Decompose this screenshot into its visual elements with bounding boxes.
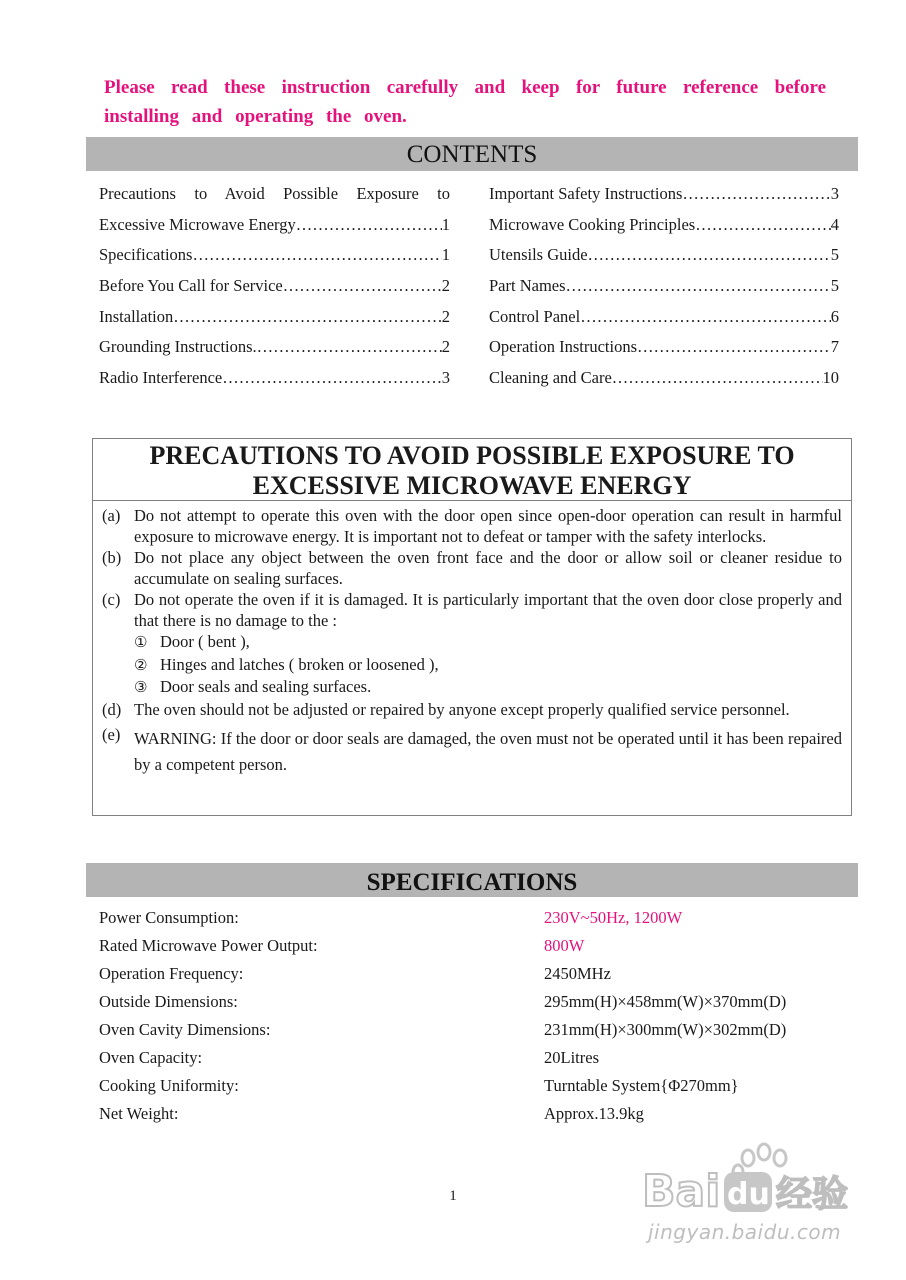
toc-entry-title: Important Safety Instructions: [489, 184, 683, 203]
toc-entry-page: 1: [441, 214, 450, 234]
precaution-label: (b): [102, 548, 122, 567]
intro-line-2: installing and operating the oven.: [104, 106, 407, 127]
circled-number: ①: [134, 633, 148, 651]
toc-entry-page: 4: [830, 214, 839, 234]
subitem-text: Door seals and sealing surfaces.: [160, 677, 372, 696]
spec-label: Cooking Uniformity:: [99, 1076, 239, 1095]
spec-label: Operation Frequency:: [99, 964, 244, 983]
precaution-label: (c): [102, 590, 121, 609]
spec-row: [99, 932, 839, 960]
toc-entry: [99, 241, 450, 272]
toc-entry-title: Operation Instructions: [489, 337, 638, 357]
precaution-label: (a): [102, 506, 121, 525]
watermark-url: jingyan.baidu.com: [648, 1220, 842, 1244]
subitem-text: Door ( bent ),: [160, 632, 250, 651]
spec-value: 2450MHz: [544, 964, 611, 983]
precaution-text: Do not operate the oven if it is damaged. It is particularly important that the oven door close properly and that there is no damage to the :: [134, 590, 842, 630]
precaution-item: [102, 589, 842, 631]
contents-heading: CONTENTS: [86, 137, 858, 171]
spec-value: Approx.13.9kg: [544, 1104, 644, 1123]
toc-entry: [99, 333, 450, 364]
toc-entry: [99, 364, 450, 395]
circled-number: ②: [134, 655, 148, 674]
precautions-list: [93, 501, 851, 778]
subitem-text: Hinges and latches ( broken or loosened ),: [160, 654, 439, 674]
toc-entry-title: Precautions to Avoid Possible Exposure to: [99, 184, 450, 203]
precaution-item: [102, 547, 842, 589]
toc-entry-title: Control Panel: [489, 306, 581, 326]
precaution-item: [102, 699, 842, 720]
toc-entry-title: Radio Interference: [99, 368, 223, 388]
toc-entry-title: Part Names: [489, 276, 566, 296]
spec-label: Oven Capacity:: [99, 1048, 203, 1067]
toc-right-column: [489, 180, 839, 395]
toc-entry-page: 2: [441, 276, 450, 296]
spec-value: 230V~50Hz, 1200W: [544, 908, 683, 927]
spec-row: [99, 1016, 839, 1044]
svg-text:Bai: Bai: [642, 1166, 721, 1217]
toc-entry-title: Installation: [99, 306, 174, 326]
toc-entry-page: 5: [830, 276, 839, 296]
toc-entry-page: 2: [441, 337, 450, 357]
precaution-text: The oven should not be adjusted or repaired by anyone except properly qualified service personnel.: [134, 699, 790, 719]
specifications-table: [99, 904, 839, 1128]
toc-entry-title: Cleaning and Care: [489, 368, 612, 388]
toc-entry: [489, 272, 839, 303]
baidu-logo-icon: [640, 1140, 860, 1220]
spec-label: Oven Cavity Dimensions:: [99, 1020, 271, 1039]
spec-row: [99, 960, 839, 988]
toc-entry: [99, 211, 450, 242]
precaution-item-warning: [102, 726, 842, 778]
precaution-item: [102, 505, 842, 547]
spec-value: 231mm(H)×300mm(W)×302mm(D): [544, 1020, 787, 1039]
precautions-title: [93, 439, 851, 501]
precautions-title-line-2: EXCESSIVE MICROWAVE ENERGY: [252, 471, 692, 500]
toc-entry-title: Utensils Guide: [489, 245, 588, 265]
spec-row: [99, 1044, 839, 1072]
toc-entry-title: Microwave Cooking Principles: [489, 214, 696, 234]
toc-left-column: [99, 180, 450, 395]
toc-entry: [489, 241, 839, 272]
toc-entry-title: Before You Call for Service: [99, 276, 283, 296]
toc-entry-page: 3: [830, 184, 839, 203]
toc-entry-page: 6: [830, 306, 839, 326]
spec-row: [99, 1072, 839, 1100]
svg-text:经验: 经验: [776, 1174, 849, 1215]
toc-entry: [99, 180, 450, 211]
toc-entry: [99, 303, 450, 334]
toc-entry: [489, 333, 839, 364]
toc-entry: [489, 211, 839, 242]
circled-number: ③: [134, 678, 148, 696]
intro-notice: [104, 73, 826, 131]
precaution-subitem: [102, 676, 842, 699]
spec-value: 800W: [544, 936, 585, 955]
precaution-label: (d): [102, 699, 122, 719]
spec-row: [99, 904, 839, 932]
toc-entry-page: 1: [441, 245, 450, 265]
toc-entry-title: Grounding Instructions.: [99, 337, 257, 357]
precaution-text: Do not attempt to operate this oven with the door open since open-door operation can result in harmful exposure to microwave energy. It is important not to defeat or tamper with the safety interlocks.: [134, 506, 842, 546]
precautions-box: [92, 438, 852, 816]
spec-label: Outside Dimensions:: [99, 992, 238, 1011]
spec-row: [99, 1100, 839, 1128]
precautions-title-line-1: PRECAUTIONS TO AVOID POSSIBLE EXPOSURE TO: [149, 441, 795, 470]
precaution-text: Do not place any object between the oven front face and the door or allow soil or cleaner residue to accumulate on sealing surfaces.: [134, 548, 842, 588]
toc-entry-page: 5: [830, 245, 839, 265]
toc-entry-title: Specifications: [99, 245, 193, 265]
precaution-text: WARNING: If the door or door seals are damaged, the oven must not be operated until it has been repaired by a competent person.: [134, 728, 842, 774]
spec-value: Turntable System{Φ270mm}: [544, 1076, 739, 1095]
toc-entry-page: 10: [822, 368, 839, 388]
specifications-heading: SPECIFICATIONS: [86, 863, 858, 897]
toc-entry-page: 2: [441, 306, 450, 326]
toc-entry: [489, 303, 839, 334]
spec-row: [99, 988, 839, 1016]
spec-value: 295mm(H)×458mm(W)×370mm(D): [544, 992, 787, 1011]
spec-label: Rated Microwave Power Output:: [99, 936, 318, 955]
toc-entry-page: 7: [830, 337, 839, 357]
precaution-label: (e): [102, 724, 121, 744]
intro-line-1: Please read these instruction carefully and keep for future reference before: [104, 77, 826, 98]
precaution-subitem: [102, 631, 842, 654]
toc-entry-title: Excessive Microwave Energy: [99, 214, 296, 234]
spec-label: Net Weight:: [99, 1104, 179, 1123]
spec-label: Power Consumption:: [99, 908, 239, 927]
baidu-watermark: [640, 1140, 860, 1250]
toc-entry: [489, 180, 839, 211]
toc-entry: [489, 364, 839, 395]
page-number: 1: [449, 1188, 457, 1204]
spec-value: 20Litres: [544, 1048, 599, 1067]
svg-text:du: du: [727, 1177, 770, 1212]
toc-entry-page: 3: [441, 368, 450, 388]
precaution-subitem: [102, 654, 842, 677]
toc-entry: [99, 272, 450, 303]
